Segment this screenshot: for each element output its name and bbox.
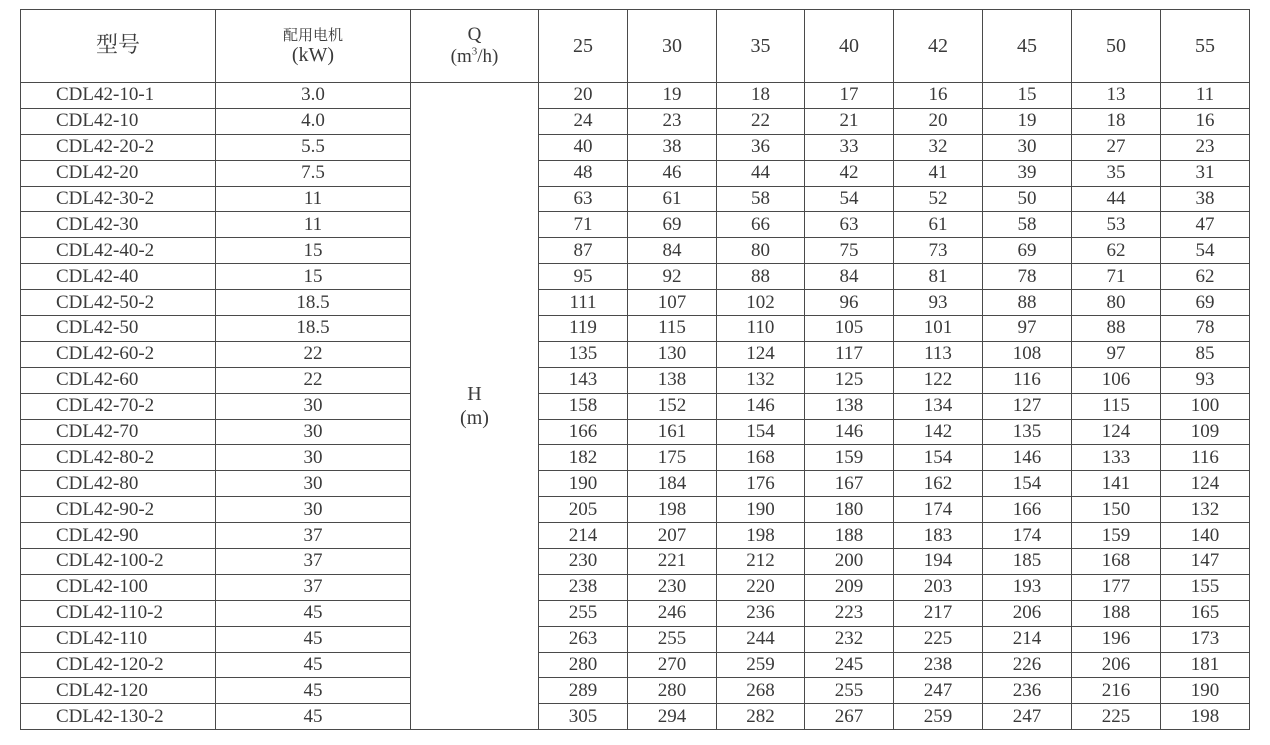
head-label-cell: [411, 83, 539, 730]
head-value-cell: 230: [628, 574, 717, 600]
head-value-cell: 188: [805, 523, 894, 549]
head-value-cell: 263: [539, 626, 628, 652]
table-row: [21, 419, 1250, 445]
head-value-cell: 259: [894, 704, 983, 730]
head-value-cell: 182: [539, 445, 628, 471]
head-value-cell: 206: [983, 600, 1072, 626]
head-value-cell: 48: [539, 160, 628, 186]
head-value-cell: 97: [983, 316, 1072, 342]
head-value-cell: 188: [1072, 600, 1161, 626]
head-value-cell: 22: [717, 108, 805, 134]
head-value-cell: 124: [1161, 471, 1250, 497]
head-value-cell: 190: [717, 497, 805, 523]
model-cell: CDL42-70: [21, 419, 216, 445]
head-value-cell: 245: [805, 652, 894, 678]
flow-rate-header-cell: 50: [1072, 10, 1161, 83]
head-value-cell: 193: [983, 574, 1072, 600]
model-cell: CDL42-30-2: [21, 186, 216, 212]
head-value-cell: 115: [628, 316, 717, 342]
head-value-cell: 31: [1161, 160, 1250, 186]
head-value-cell: 38: [1161, 186, 1250, 212]
motor-power-cell: 37: [216, 574, 411, 600]
motor-power-cell: 18.5: [216, 316, 411, 342]
head-value-cell: 116: [983, 367, 1072, 393]
head-unit: (m): [460, 407, 489, 430]
head-value-cell: 190: [1161, 678, 1250, 704]
head-value-cell: 280: [628, 678, 717, 704]
head-value-cell: 62: [1072, 238, 1161, 264]
head-value-cell: 230: [539, 549, 628, 575]
table-row: [21, 678, 1250, 704]
head-value-cell: 138: [628, 367, 717, 393]
head-value-cell: 110: [717, 316, 805, 342]
head-value-cell: 11: [1161, 83, 1250, 109]
model-cell: CDL42-40-2: [21, 238, 216, 264]
head-value-cell: 125: [805, 367, 894, 393]
head-value-cell: 141: [1072, 471, 1161, 497]
head-value-cell: 221: [628, 549, 717, 575]
flow-rate-header-cell: 55: [1161, 10, 1250, 83]
head-value-cell: 214: [539, 523, 628, 549]
head-value-cell: 93: [1161, 367, 1250, 393]
head-value-cell: 15: [983, 83, 1072, 109]
head-value-cell: 267: [805, 704, 894, 730]
head-value-cell: 238: [539, 574, 628, 600]
head-value-cell: 206: [1072, 652, 1161, 678]
head-value-cell: 23: [628, 108, 717, 134]
model-cell: CDL42-60: [21, 367, 216, 393]
head-value-cell: 61: [894, 212, 983, 238]
head-value-cell: 176: [717, 471, 805, 497]
head-value-cell: 200: [805, 549, 894, 575]
head-value-cell: 232: [805, 626, 894, 652]
head-value-cell: 102: [717, 290, 805, 316]
head-value-cell: 27: [1072, 134, 1161, 160]
motor-power-cell: 15: [216, 264, 411, 290]
head-value-cell: 226: [983, 652, 1072, 678]
motor-power-header-unit: (kW): [291, 44, 335, 66]
table-row: [21, 316, 1250, 342]
head-value-cell: 168: [1072, 549, 1161, 575]
head-value-cell: 113: [894, 341, 983, 367]
model-cell: CDL42-90-2: [21, 497, 216, 523]
table-row: [21, 445, 1250, 471]
head-value-cell: 95: [539, 264, 628, 290]
head-value-cell: 165: [1161, 600, 1250, 626]
motor-power-cell: 45: [216, 704, 411, 730]
head-value-cell: 42: [805, 160, 894, 186]
head-value-cell: 247: [983, 704, 1072, 730]
head-value-cell: 175: [628, 445, 717, 471]
head-value-cell: 146: [983, 445, 1072, 471]
head-value-cell: 30: [983, 134, 1072, 160]
table-row: [21, 523, 1250, 549]
head-value-cell: 52: [894, 186, 983, 212]
motor-power-cell: 11: [216, 212, 411, 238]
head-value-cell: 185: [983, 549, 1072, 575]
head-value-cell: 280: [539, 652, 628, 678]
head-value-cell: 20: [894, 108, 983, 134]
head-value-cell: 35: [1072, 160, 1161, 186]
head-value-cell: 33: [805, 134, 894, 160]
motor-power-cell: 37: [216, 523, 411, 549]
head-value-cell: 143: [539, 367, 628, 393]
head-value-cell: 73: [894, 238, 983, 264]
head-value-cell: 119: [539, 316, 628, 342]
head-value-cell: 198: [717, 523, 805, 549]
model-column-header: 型号: [21, 10, 216, 83]
head-value-cell: 255: [539, 600, 628, 626]
head-value-cell: 154: [717, 419, 805, 445]
head-value-cell: 88: [983, 290, 1072, 316]
model-cell: CDL42-30: [21, 212, 216, 238]
head-value-cell: 53: [1072, 212, 1161, 238]
head-value-cell: 166: [539, 419, 628, 445]
head-value-cell: 238: [894, 652, 983, 678]
model-cell: CDL42-120-2: [21, 652, 216, 678]
head-value-cell: 198: [628, 497, 717, 523]
motor-power-cell: 30: [216, 393, 411, 419]
head-value-cell: 154: [894, 445, 983, 471]
head-value-cell: 244: [717, 626, 805, 652]
head-value-cell: 154: [983, 471, 1072, 497]
head-value-cell: 161: [628, 419, 717, 445]
head-value-cell: 87: [539, 238, 628, 264]
head-value-cell: 247: [894, 678, 983, 704]
head-value-cell: 190: [539, 471, 628, 497]
head-value-cell: 46: [628, 160, 717, 186]
head-value-cell: 16: [1161, 108, 1250, 134]
head-value-cell: 181: [1161, 652, 1250, 678]
head-value-cell: 142: [894, 419, 983, 445]
model-cell: CDL42-20-2: [21, 134, 216, 160]
head-value-cell: 158: [539, 393, 628, 419]
motor-power-cell: 4.0: [216, 108, 411, 134]
head-value-cell: 203: [894, 574, 983, 600]
table-row: [21, 367, 1250, 393]
head-value-cell: 116: [1161, 445, 1250, 471]
head-value-cell: 268: [717, 678, 805, 704]
table-row: [21, 393, 1250, 419]
head-value-cell: 18: [717, 83, 805, 109]
head-value-cell: 106: [1072, 367, 1161, 393]
model-cell: CDL42-50-2: [21, 290, 216, 316]
motor-power-cell: 3.0: [216, 83, 411, 109]
table-row: [21, 83, 1250, 109]
head-value-cell: 174: [983, 523, 1072, 549]
table-row: [21, 574, 1250, 600]
table-row: [21, 238, 1250, 264]
head-value-cell: 21: [805, 108, 894, 134]
head-value-cell: 259: [717, 652, 805, 678]
table-row: [21, 186, 1250, 212]
head-value-cell: 109: [1161, 419, 1250, 445]
head-value-cell: 134: [894, 393, 983, 419]
header-row: [21, 10, 1250, 83]
head-value-cell: 111: [539, 290, 628, 316]
head-value-cell: 108: [983, 341, 1072, 367]
head-value-cell: 88: [717, 264, 805, 290]
pump-performance-table: [20, 9, 1250, 730]
head-value-cell: 84: [805, 264, 894, 290]
head-value-cell: 198: [1161, 704, 1250, 730]
head-value-cell: 18: [1072, 108, 1161, 134]
motor-power-cell: 22: [216, 367, 411, 393]
head-value-cell: 246: [628, 600, 717, 626]
head-value-cell: 159: [1072, 523, 1161, 549]
head-value-cell: 44: [1072, 186, 1161, 212]
motor-power-header-label: 配用电机: [282, 26, 343, 44]
head-value-cell: 183: [894, 523, 983, 549]
head-value-cell: 62: [1161, 264, 1250, 290]
head-value-cell: 140: [1161, 523, 1250, 549]
head-value-cell: 38: [628, 134, 717, 160]
head-value-cell: 78: [1161, 316, 1250, 342]
motor-power-cell: 22: [216, 341, 411, 367]
motor-power-cell: 18.5: [216, 290, 411, 316]
motor-power-cell: 30: [216, 471, 411, 497]
table-body: [21, 83, 1250, 730]
head-value-cell: 71: [1072, 264, 1161, 290]
head-value-cell: 58: [983, 212, 1072, 238]
motor-power-cell: 45: [216, 600, 411, 626]
motor-power-cell: 30: [216, 497, 411, 523]
motor-power-cell: 30: [216, 445, 411, 471]
head-value-cell: 50: [983, 186, 1072, 212]
head-value-cell: 135: [539, 341, 628, 367]
table-row: [21, 600, 1250, 626]
head-value-cell: 63: [539, 186, 628, 212]
model-cell: CDL42-120: [21, 678, 216, 704]
table-row: [21, 264, 1250, 290]
head-value-cell: 217: [894, 600, 983, 626]
head-value-cell: 19: [983, 108, 1072, 134]
head-value-cell: 194: [894, 549, 983, 575]
flow-unit-suffix: /h): [477, 46, 499, 67]
head-value-cell: 24: [539, 108, 628, 134]
table-row: [21, 626, 1250, 652]
head-value-cell: 168: [717, 445, 805, 471]
head-value-cell: 54: [1161, 238, 1250, 264]
motor-power-cell: 37: [216, 549, 411, 575]
table-row: [21, 108, 1250, 134]
head-value-cell: 61: [628, 186, 717, 212]
head-value-cell: 133: [1072, 445, 1161, 471]
head-value-cell: 17: [805, 83, 894, 109]
flow-rate-header-label: Q: [467, 24, 482, 45]
head-value-cell: 69: [628, 212, 717, 238]
head-value-cell: 92: [628, 264, 717, 290]
table-row: [21, 704, 1250, 730]
head-value-cell: 122: [894, 367, 983, 393]
head-value-cell: 32: [894, 134, 983, 160]
flow-rate-header-cell: 45: [983, 10, 1072, 83]
head-value-cell: 36: [717, 134, 805, 160]
flow-rate-header-cell: 25: [539, 10, 628, 83]
model-cell: CDL42-80: [21, 471, 216, 497]
motor-power-cell: 15: [216, 238, 411, 264]
flow-rate-header-cell: 42: [894, 10, 983, 83]
head-value-cell: 305: [539, 704, 628, 730]
motor-power-cell: 11: [216, 186, 411, 212]
model-cell: CDL42-90: [21, 523, 216, 549]
head-value-cell: 174: [894, 497, 983, 523]
head-value-cell: 16: [894, 83, 983, 109]
head-value-cell: 78: [983, 264, 1072, 290]
model-cell: CDL42-70-2: [21, 393, 216, 419]
head-value-cell: 100: [1161, 393, 1250, 419]
head-value-cell: 127: [983, 393, 1072, 419]
head-value-cell: 205: [539, 497, 628, 523]
head-value-cell: 117: [805, 341, 894, 367]
model-cell: CDL42-110: [21, 626, 216, 652]
head-value-cell: 207: [628, 523, 717, 549]
head-value-cell: 216: [1072, 678, 1161, 704]
head-value-cell: 132: [717, 367, 805, 393]
head-value-cell: 236: [717, 600, 805, 626]
motor-power-cell: 45: [216, 626, 411, 652]
head-value-cell: 135: [983, 419, 1072, 445]
flow-rate-header-unit: [411, 46, 538, 68]
head-value-cell: 41: [894, 160, 983, 186]
motor-power-cell: 45: [216, 678, 411, 704]
head-value-cell: 159: [805, 445, 894, 471]
model-cell: CDL42-20: [21, 160, 216, 186]
head-value-cell: 96: [805, 290, 894, 316]
model-cell: CDL42-60-2: [21, 341, 216, 367]
head-value-cell: 47: [1161, 212, 1250, 238]
flow-unit-prefix: (m: [450, 46, 472, 67]
head-value-cell: 220: [717, 574, 805, 600]
head-value-cell: 13: [1072, 83, 1161, 109]
head-value-cell: 147: [1161, 549, 1250, 575]
table-row: [21, 497, 1250, 523]
head-value-cell: 255: [628, 626, 717, 652]
motor-power-cell: 30: [216, 419, 411, 445]
head-value-cell: 146: [805, 419, 894, 445]
head-value-cell: 209: [805, 574, 894, 600]
head-value-cell: 93: [894, 290, 983, 316]
head-value-cell: 152: [628, 393, 717, 419]
head-value-cell: 40: [539, 134, 628, 160]
head-value-cell: 19: [628, 83, 717, 109]
head-value-cell: 71: [539, 212, 628, 238]
head-value-cell: 63: [805, 212, 894, 238]
head-value-cell: 173: [1161, 626, 1250, 652]
head-value-cell: 184: [628, 471, 717, 497]
table-row: [21, 549, 1250, 575]
model-cell: CDL42-10: [21, 108, 216, 134]
head-value-cell: 81: [894, 264, 983, 290]
flow-rate-header-cell: 30: [628, 10, 717, 83]
model-cell: CDL42-100-2: [21, 549, 216, 575]
flow-rate-column-header: [411, 10, 539, 83]
head-value-cell: 155: [1161, 574, 1250, 600]
head-value-cell: 225: [1072, 704, 1161, 730]
model-cell: CDL42-50: [21, 316, 216, 342]
head-value-cell: 196: [1072, 626, 1161, 652]
head-value-cell: 225: [894, 626, 983, 652]
head-value-cell: 88: [1072, 316, 1161, 342]
model-cell: CDL42-80-2: [21, 445, 216, 471]
head-value-cell: 54: [805, 186, 894, 212]
head-value-cell: 212: [717, 549, 805, 575]
head-value-cell: 20: [539, 83, 628, 109]
head-value-cell: 150: [1072, 497, 1161, 523]
head-value-cell: 84: [628, 238, 717, 264]
head-value-cell: 124: [1072, 419, 1161, 445]
head-value-cell: 130: [628, 341, 717, 367]
table-row: [21, 471, 1250, 497]
head-value-cell: 132: [1161, 497, 1250, 523]
head-value-cell: 80: [1072, 290, 1161, 316]
head-value-cell: 115: [1072, 393, 1161, 419]
head-value-cell: 39: [983, 160, 1072, 186]
head-value-cell: 105: [805, 316, 894, 342]
head-value-cell: 270: [628, 652, 717, 678]
head-value-cell: 75: [805, 238, 894, 264]
motor-power-cell: 7.5: [216, 160, 411, 186]
model-cell: CDL42-40: [21, 264, 216, 290]
table-row: [21, 212, 1250, 238]
head-value-cell: 101: [894, 316, 983, 342]
head-value-cell: 180: [805, 497, 894, 523]
head-value-cell: 23: [1161, 134, 1250, 160]
head-value-cell: 69: [1161, 290, 1250, 316]
head-label: H: [467, 383, 482, 406]
flow-rate-header-cell: 35: [717, 10, 805, 83]
head-value-cell: 80: [717, 238, 805, 264]
head-value-cell: 69: [983, 238, 1072, 264]
table-row: [21, 341, 1250, 367]
head-value-cell: 236: [983, 678, 1072, 704]
table-row: [21, 134, 1250, 160]
model-cell: CDL42-10-1: [21, 83, 216, 109]
table-row: [21, 160, 1250, 186]
head-value-cell: 124: [717, 341, 805, 367]
model-cell: CDL42-100: [21, 574, 216, 600]
model-cell: CDL42-130-2: [21, 704, 216, 730]
model-cell: CDL42-110-2: [21, 600, 216, 626]
motor-power-column-header: [216, 10, 411, 83]
head-value-cell: 167: [805, 471, 894, 497]
head-value-cell: 97: [1072, 341, 1161, 367]
head-value-cell: 223: [805, 600, 894, 626]
table-row: [21, 652, 1250, 678]
head-value-cell: 107: [628, 290, 717, 316]
head-value-cell: 85: [1161, 341, 1250, 367]
flow-unit-superscript: 3: [471, 45, 478, 58]
head-value-cell: 294: [628, 704, 717, 730]
head-value-cell: 289: [539, 678, 628, 704]
head-value-cell: 44: [717, 160, 805, 186]
head-value-cell: 66: [717, 212, 805, 238]
head-value-cell: 58: [717, 186, 805, 212]
head-value-cell: 214: [983, 626, 1072, 652]
head-value-cell: 177: [1072, 574, 1161, 600]
head-value-cell: 282: [717, 704, 805, 730]
head-value-cell: 146: [717, 393, 805, 419]
table-row: [21, 290, 1250, 316]
motor-power-cell: 5.5: [216, 134, 411, 160]
head-value-cell: 255: [805, 678, 894, 704]
head-value-cell: 138: [805, 393, 894, 419]
motor-power-cell: 45: [216, 652, 411, 678]
flow-rate-header-cell: 40: [805, 10, 894, 83]
head-value-cell: 162: [894, 471, 983, 497]
head-value-cell: 166: [983, 497, 1072, 523]
